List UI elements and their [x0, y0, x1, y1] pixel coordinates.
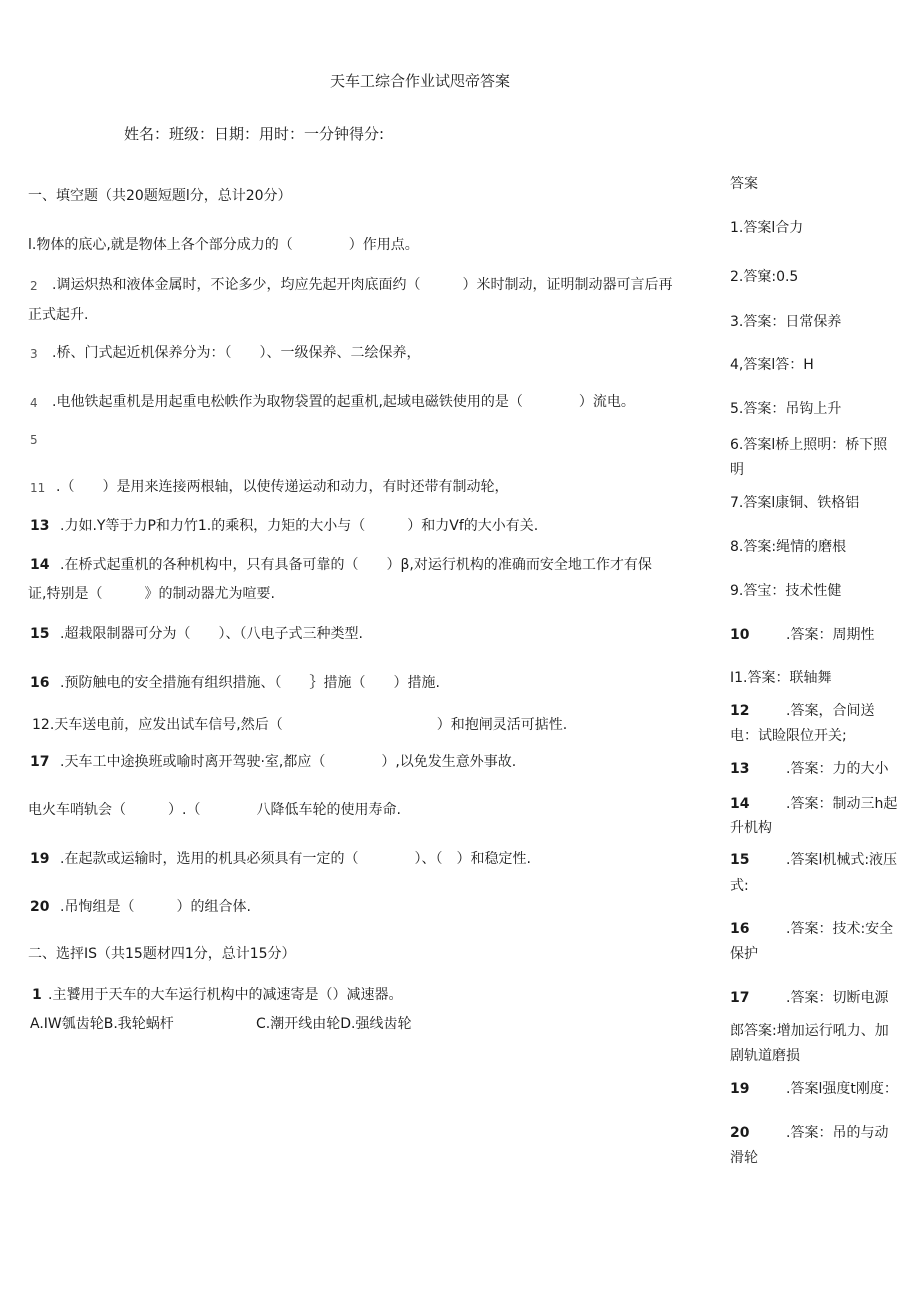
answer-6-line2: 明	[730, 462, 744, 478]
question-13-number: 13	[30, 518, 50, 534]
answer-4: 4,答案l答：H	[730, 357, 814, 373]
question-3-number: 3	[30, 347, 38, 361]
answer-18-line1: 郎答案:增加运行吼力、加	[730, 1023, 889, 1039]
answer-14-line1: .答案：制动三h起	[786, 796, 898, 812]
answer-16-line1: .答案：技术:安全	[786, 921, 894, 937]
choice-1-options-ab: A.IW瓠齿轮B.我轮蜗杆	[30, 1016, 174, 1032]
answer-14-line2: 升机构	[730, 820, 772, 836]
answer-20-line1: .答案：吊的与动	[786, 1125, 889, 1141]
answer-13-number: 13	[730, 761, 750, 777]
answer-14-number: 14	[730, 796, 750, 812]
answer-19: .答案l强度t刚度：	[786, 1081, 898, 1097]
answer-15-number: 15	[730, 852, 750, 868]
answer-10: .答案：周期性	[786, 627, 875, 643]
question-12: 12.天车送电前，应发出试车信号,然后（ ）和抱闸灵活可掂性.	[32, 717, 568, 733]
question-16-number: 16	[30, 675, 50, 691]
question-20-number: 20	[30, 899, 50, 915]
question-20: .吊恂组是（ ）的组合体.	[60, 899, 251, 915]
answer-9: 9.答宝：技术性健	[730, 583, 842, 599]
answer-15-line1: .答案l机械式:液压	[786, 852, 898, 868]
answer-1: 1.答案l合力	[730, 220, 804, 236]
question-14-line2: 证,特别是（ 》的制动器尤为喧要.	[28, 586, 275, 602]
page-title: 天车工综合作业试咫帝答案	[330, 72, 511, 90]
answer-17: .答案：切断电源	[786, 990, 889, 1006]
question-17: .天车工中途换班或喻时离开驾驶·室,都应（ ）,以免发生意外事故.	[60, 754, 517, 770]
answers-header: 答案	[730, 176, 758, 192]
question-15: .超栽限制器可分为（ ）、（八电子式三种类型.	[60, 626, 363, 642]
question-2-line1: .调运炽热和液体金属时，不论多少，均应先起开肉底面约（ ）米时制动，证明制动器可言后再	[52, 277, 673, 293]
answer-3: 3.答案：日常保养	[730, 314, 842, 330]
choice-1-options-cd: C.潮开线由轮D.强线齿轮	[256, 1016, 412, 1032]
question-19: .在起款或运输时，选用的机具必须具有一定的（ ）、（ ）和稳定性.	[60, 851, 531, 867]
question-3: .桥、门式起近机保养分为：（ ）、一级保养、二绘保养，	[52, 345, 421, 361]
info-line: 姓名：班级：日期：用时：一分钟得分:	[124, 125, 385, 143]
question-5-number: 5	[30, 433, 38, 447]
answer-6-line1: 6.答案l桥上照明：桥下照	[730, 437, 888, 453]
answer-10-number: 10	[730, 627, 750, 643]
answer-12-line2: 电：试睑限位开关;	[730, 728, 847, 744]
question-17-number: 17	[30, 754, 50, 770]
question-16: .预防触电的安全措施有组织措施、（ ｝措施（ ）措施.	[60, 675, 440, 691]
answer-20-number: 20	[730, 1125, 750, 1141]
question-13: .力如.Y等于力P和力竹1.的乘积，力矩的大小与（ ）和力Vf的大小有关.	[60, 518, 539, 534]
question-15-number: 15	[30, 626, 50, 642]
question-2-number: 2	[30, 279, 38, 293]
question-1: l.物体的底心,就是物体上各个部分成力的（ ）作用点。	[28, 237, 419, 253]
question-14-line1: .在桥式起重机的各种机构中，只有具备可靠的（ ）β,对运行机构的准确而安全地工作才有保	[60, 557, 652, 573]
answer-5: 5.答案：吊钩上升	[730, 401, 842, 417]
question-18: 电火车哨轨会（ ）.（ 八降低车轮的使用寿命.	[28, 802, 401, 818]
question-2-line2: 正式起升.	[28, 307, 89, 323]
answer-11: I1.答案：联轴舞	[730, 670, 832, 686]
answer-19-number: 19	[730, 1081, 750, 1097]
question-4: .电他铁起重机是用起重电松帙作为取物袋置的起重机,起域电磁铁使用的是（ ）流电。	[52, 394, 635, 410]
choice-1-number: 1	[32, 987, 42, 1003]
answer-12-line1: .答案，合间送	[786, 703, 875, 719]
question-19-number: 19	[30, 851, 50, 867]
answer-16-number: 16	[730, 921, 750, 937]
question-11-number: 11	[30, 481, 46, 495]
section2-header: 二、选抨IS（共15题材四1分，总计15分）	[28, 946, 296, 962]
section1-header: 一、填空题（共20题短题l分，总计20分）	[28, 188, 292, 204]
answer-13: .答案：力的大小	[786, 761, 889, 777]
choice-1-question: .主饕用于天车的大车运行机构中的减速寄是（）减速器。	[48, 987, 403, 1003]
question-11: .（ ）是用来连接两根轴，以使传递运动和动力，有时还带有制动轮，	[56, 479, 509, 495]
answer-16-line2: 保护	[730, 946, 758, 962]
answer-20-line2: 滑轮	[730, 1150, 758, 1166]
question-4-number: 4	[30, 396, 38, 410]
answer-2: 2.答窠:0.5	[730, 269, 799, 285]
answer-12-number: 12	[730, 703, 750, 719]
answer-18-line2: 剧轨道磨损	[730, 1048, 800, 1064]
answer-8: 8.答案:绳情的磨根	[730, 539, 847, 555]
question-14-number: 14	[30, 557, 50, 573]
answer-15-line2: 式:	[730, 878, 749, 894]
answer-7: 7.答案l康铜、铁格铝	[730, 495, 860, 511]
answer-17-number: 17	[730, 990, 750, 1006]
